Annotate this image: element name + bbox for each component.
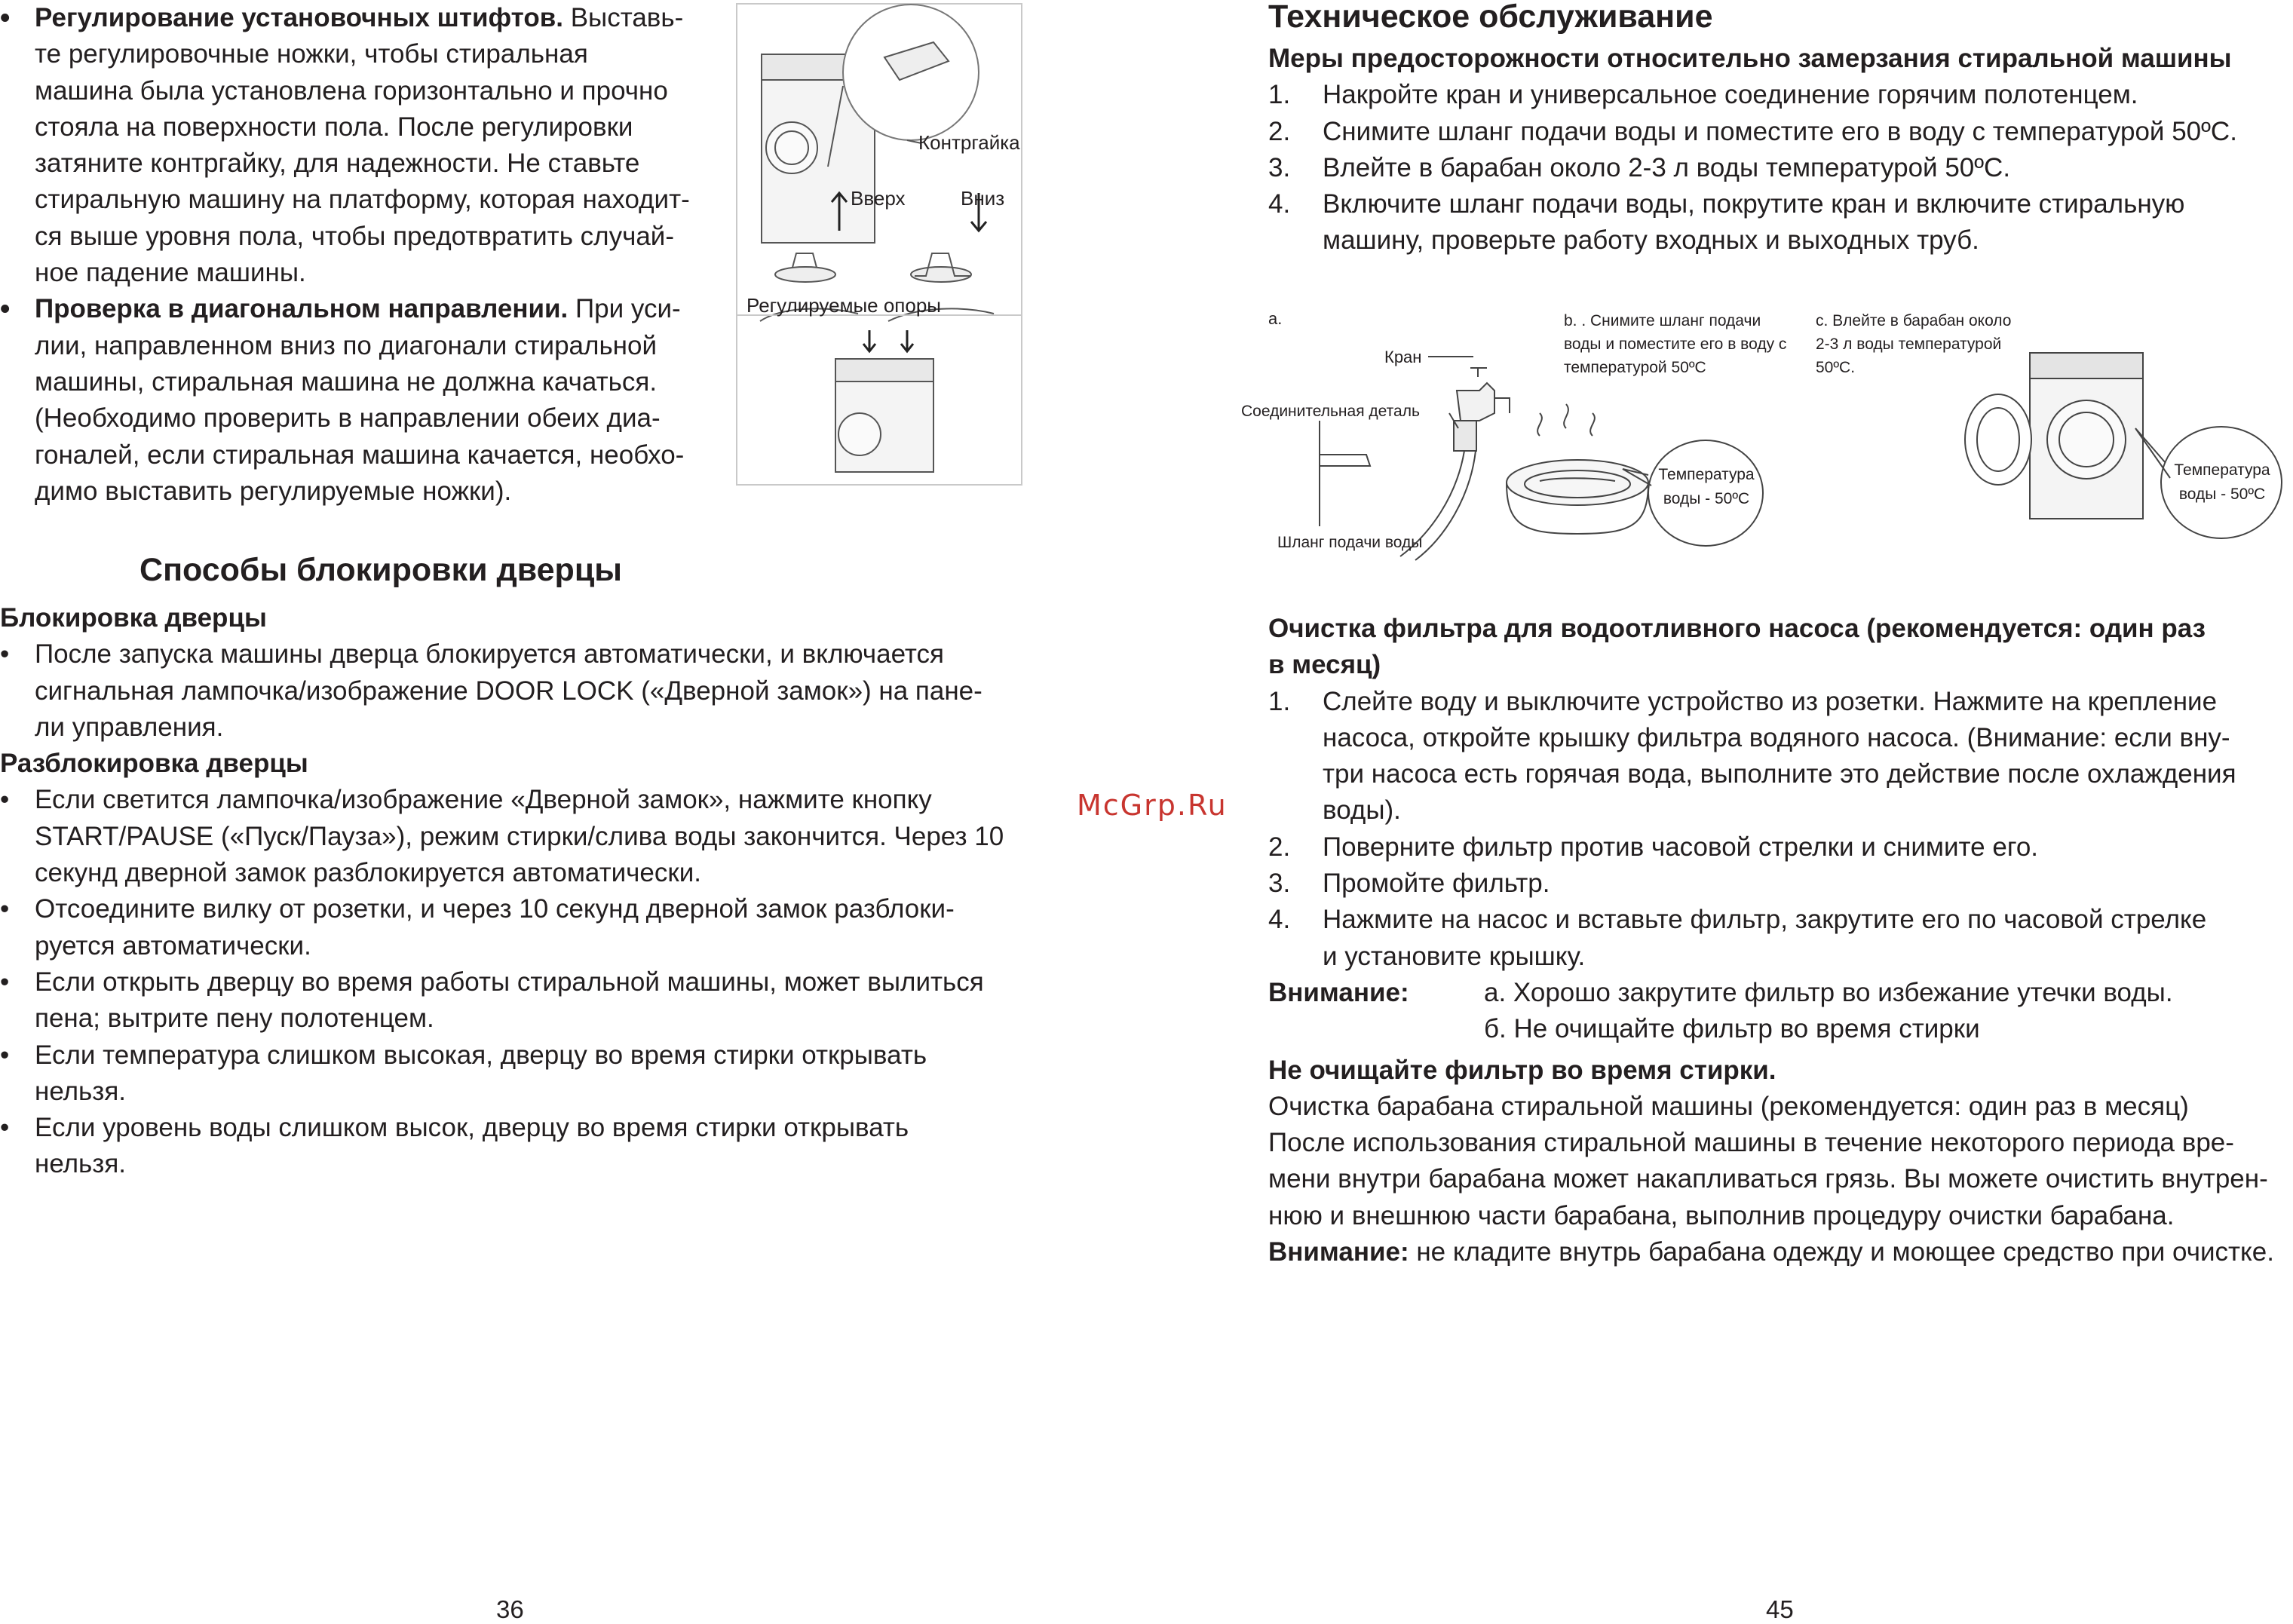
bullet-dot: • [0,293,11,326]
bullet-dot: • [0,639,10,670]
leveling-illustration [737,5,1021,484]
label-up: Вверх [851,187,906,210]
tap-handle [1470,368,1487,377]
subheading-no-clean: Не очищайте фильтр во время стирки. [1268,1055,1776,1085]
unlock-item [0,782,1041,891]
press-arrow-2 [901,330,913,351]
pump-title-line: в месяц) [1268,650,1381,680]
lock-item [0,636,1041,746]
label-step-a: a. [1268,309,1283,328]
freeze-step [1268,186,2293,259]
steam-3 [1590,413,1595,436]
page-number-left: 36 [496,1595,524,1623]
step-number: 1. [1268,686,1291,716]
drum-cleaning-text [1268,1089,2293,1270]
bullet-line: стиральную машину на платформу, которая находит- [35,185,690,215]
page-title-maintenance: Техническое обслуживание [1268,0,1713,35]
washer-top-door [766,122,817,173]
subheading-freeze: Меры предосторожности относительно замерзания стиральной машины [1268,44,2232,73]
tap-body [1457,383,1494,421]
pipe-to-wall [1320,455,1370,466]
bullet-line: гоналей, если стиральная машина качается, необхо- [35,440,685,470]
washer-panel [2030,353,2143,378]
attention-item-a: а. Хорошо закрутите фильтр во избежание утечки воды. [1484,977,2173,1007]
step-line: Поверните фильтр против часовой стрелки и снимите его. [1323,832,2039,862]
tap-spout [1494,398,1510,413]
step-line: Снимите шланг подачи воды и поместите его в воду с температурой 50ºС. [1323,116,2237,146]
item-line: START/PAUSE («Пуск/Пауза»), режим стирки/слива воды закончится. Через 10 [35,821,1004,851]
bullet-dot: • [0,2,11,34]
bubble-1-line: воды - 50ºС [1663,490,1750,507]
right-page [1241,0,2293,1623]
leveling-figure [736,3,1022,486]
bullet-line: Выставь- [563,3,684,32]
label-step-c-line: 2-3 л воды температурой [1816,336,2002,353]
bubble-1-line: Температура [1658,466,1755,483]
label-locknut: Контргайка [918,131,1020,154]
bullet-line: машина была установлена горизонтально и прочно [35,75,668,106]
bullet-line: ное падение машины. [35,258,306,288]
item-line: нельзя. [35,1076,127,1106]
subheading-lock: Блокировка дверцы [0,603,267,633]
item-line: секунд дверной замок разблокируется автоматически. [35,858,701,888]
bullet-dot: • [0,894,10,924]
foot-right-disk [911,267,971,282]
foot-left-disk [775,267,835,282]
step-number: 2. [1268,116,1291,146]
label-hose: Шланг подачи воды [1277,534,1423,551]
press-arrow-1 [863,330,875,351]
step-number: 4. [1268,905,1291,935]
bubble-1-text [1656,463,1757,511]
bullet-dot: • [0,967,10,997]
label-step-c [1816,309,2011,379]
bullet-dot: • [0,1040,10,1070]
bullet-dot: • [0,1113,10,1143]
step-line: Включите шланг подачи воды, покрутите кран и включите стиральную [1323,189,2185,219]
label-joint: Соединительная деталь [1241,403,1420,420]
drum-line: нюю и внешнюю части барабана, выполнив процедуру очистки барабана. [1268,1200,2175,1230]
washer-bottom-panel [835,359,933,381]
label-step-c-line: 50ºС. [1816,359,1856,376]
label-step-b-line: температурой 50ºС [1564,359,1706,376]
pump-section [1268,611,2293,1270]
item-line: Если открыть дверцу во время работы стиральной машины, может вылиться [35,967,984,997]
step-line: Накройте кран и универсальное соединение горячим полотенцем. [1323,80,2138,110]
step-number: 3. [1268,152,1291,182]
bullet-diagonal-check [0,291,724,510]
watermark: McGrp.Ru [1077,789,1228,822]
label-tap: Кран [1384,348,1422,366]
step-number: 1. [1268,80,1291,110]
item-line: Если температура слишком высокая, дверцу во время стирки открывать [35,1040,927,1070]
step-line: Нажмите на насос и вставьте фильтр, закрутите его по часовой стрелке [1323,905,2207,935]
drum-line: После использования стиральной машины в течение некоторого периода вре- [1268,1128,2234,1158]
label-step-b-line: воды и поместите его в воду с [1564,336,1787,353]
bullet-leveling-pins [0,0,724,291]
bullet-line: машины, стиральная машина не должна качаться. [35,366,658,397]
bubble-2-line: Температура [2174,461,2270,479]
bullet-line: димо выставить регулируемые ножки). [35,476,512,506]
steam-2 [1564,404,1568,428]
attention-block [1268,975,2293,1048]
bullet-line: затяните контргайку, для надежности. Не ставьте [35,149,640,179]
bubble-2-line: воды - 50ºС [2178,486,2266,503]
step-line: Промойте фильтр. [1323,869,1550,899]
step-line: насоса, откройте крышку фильтра водяного насоса. (Внимание: если вну- [1323,722,2230,752]
attention-items [1484,975,2173,1048]
step-number: 3. [1268,869,1291,899]
item-line: нельзя. [35,1149,127,1179]
step-line: Влейте в барабан около 2-3 л воды температурой 50ºС. [1323,152,2011,182]
drum-line: мени внутри барабана может накапливаться грязь. Вы можете очистить внутрен- [1268,1164,2268,1194]
item-line: руется автоматически. [35,930,311,961]
freeze-step [1268,77,2293,113]
washer-bottom-door [838,413,881,455]
unlock-item [0,891,1041,964]
door-lock-section [0,550,1041,1183]
bullet-line: (Необходимо проверить в направлении обеих диа- [35,403,661,434]
label-step-b [1564,309,1786,379]
page-number-right: 45 [1766,1595,1794,1623]
step-line: Слейте воду и выключите устройство из розетки. Нажмите на крепление [1323,686,2218,716]
step-line: и установите крышку. [1323,941,1586,971]
attention-label: Внимание: [1268,977,1409,1007]
bullet-line: стояла на поверхности пола. После регулировки [35,112,633,142]
drum-line: Очистка барабана стиральной машины (рекомендуется: один раз в месяц) [1268,1091,2189,1121]
freeze-step [1268,150,2293,186]
final-attention-text: не кладите внутрь барабана одежду и моющее средство при очистке. [1409,1237,2274,1267]
item-line: Если светится лампочка/изображение «Дверной замок», нажмите кнопку [35,785,932,815]
final-attention-label: Внимание: [1268,1237,1409,1267]
label-step-c-line: c. Влейте в барабан около [1816,312,2012,329]
bullet-line: ся выше уровня пола, чтобы предотвратить случай- [35,221,674,251]
step-line: воды). [1323,795,1401,826]
bullet-line: те регулировочные ножки, чтобы стиральная [35,39,588,69]
bullet-line: При уси- [568,294,681,324]
leveling-bullets [0,0,724,510]
left-page [0,0,1056,1623]
step-line: машину, проверьте работу входных и выходных труб. [1323,225,1979,256]
label-down: Вниз [961,187,1005,210]
freeze-steps [1268,77,2293,259]
item-line: После запуска машины дверца блокируется автоматически, и включается [35,639,944,670]
step-number: 2. [1268,832,1291,862]
freeze-figure [1241,308,2293,564]
section-title-door-lock: Способы блокировки дверцы [139,552,622,588]
unlock-item [0,1037,1041,1111]
unlock-item [0,1110,1041,1183]
pump-step [1268,829,2293,866]
item-line: сигнальная лампочка/изображение DOOR LOCK («Дверной замок») на пане- [35,676,982,706]
label-step-b-line: b. . Снимите шланг подачи [1564,312,1761,329]
item-line: Если уровень воды слишком высок, дверцу во время стирки открывать [35,1113,909,1143]
pump-step [1268,684,2293,829]
label-adjustable-feet: Регулируемые опоры [746,294,941,317]
item-line: Отсоедините вилку от розетки, и через 10 секунд дверной замок разблоки- [35,894,955,924]
steam-1 [1537,413,1542,436]
bullet-bold-lead: Проверка в диагональном направлении. [35,294,569,324]
pump-step [1268,902,2293,975]
subheading-pump [1268,611,2293,684]
bubble-2-text [2172,458,2273,507]
item-line: пена; вытрите пену полотенцем. [35,1004,434,1034]
bullet-bold-lead: Регулирование установочных штифтов. [35,3,563,32]
bullet-dot: • [0,785,10,815]
unlock-item [0,964,1041,1037]
bullet-line: лии, направленном вниз по диагонали стиральной [35,330,658,360]
pump-title-line: Очистка фильтра для водоотливного насоса (рекомендуется: один раз [1268,614,2206,643]
step-line: три насоса есть горячая вода, выполните это действие после охлаждения [1323,759,2236,789]
item-line: ли управления. [35,712,224,742]
attention-item-b: б. Не очищайте фильтр во время стирки [1484,1014,1980,1044]
freeze-step [1268,114,2293,150]
step-number: 4. [1268,189,1291,219]
pump-step [1268,866,2293,902]
subheading-unlock: Разблокировка дверцы [0,749,308,779]
